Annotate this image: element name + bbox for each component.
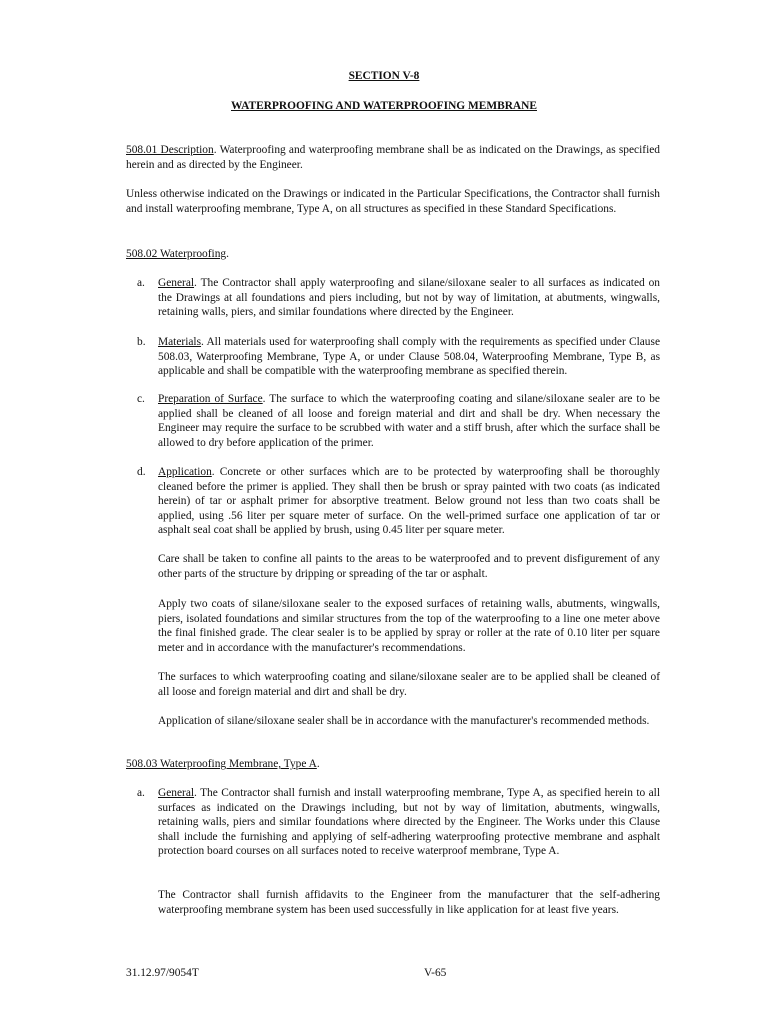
list-marker-a-membrane: a. <box>137 787 145 799</box>
affidavits-paragraph: The Contractor shall furnish affidavits to the Engineer from the manufacturer that the self-adhering waterproofing membrane system has been used successfully in like application for at least five years. <box>158 889 660 916</box>
page-number: V-65 <box>424 967 447 979</box>
list-marker-d: d. <box>137 466 146 478</box>
clause-heading-50802: 508.02 Waterproofing. <box>126 248 229 260</box>
waterproofing-general-item: General. The Contractor shall apply waterproofing and silane/siloxane sealer to all surfaces as indicated on the Drawings at all foundations and piers including, but not by way of limitation, at abutments, wingwalls, retaining walls, piers, and similar foundations where directed by the Engineer. <box>158 277 660 319</box>
document-code: 31.12.97/9054T <box>126 967 199 979</box>
application-item: Application. Concrete or other surfaces which are to be protected by waterproofing shall be thoroughly cleaned before the primer is applied. They shall then be brush or spray painted with two coats (as indicated herein) of tar or asphalt primer for absorptive treatment. Below ground not less than two coats shall be applied, using .56 liter per square meter of surface. On the well-primed surface one application of tar or asphalt seal coat shall be applied by brush, using 0.45 liter per square meter. <box>158 466 660 537</box>
application-paragraph-sealer: Apply two coats of silane/siloxane sealer to the exposed surfaces of retaining walls, abutments, wingwalls, piers, isolated foundations and similar structures from the top of the waterproofing to a line one meter above the final finished grade. The clear sealer is to be applied by spray or roller at the rate of 0.10 liter per square meter and in accordance with the manufacturer's recommendations. <box>158 598 660 654</box>
contractor-membrane-paragraph: Unless otherwise indicated on the Drawings or indicated in the Particular Specifications, the Contractor shall furnish and install waterproofing membrane, Type A, on all structures as specified in these Standard Specifications. <box>126 188 660 215</box>
section-number: SECTION V-8 <box>348 70 420 82</box>
list-marker-c: c. <box>137 393 145 405</box>
list-marker-b: b. <box>137 336 146 348</box>
application-paragraph-care: Care shall be taken to confine all paints to the areas to be waterproofed and to prevent disfigurement of any other parts of the structure by dripping or spreading of the tar or asphalt. <box>158 553 660 580</box>
description-paragraph: 508.01 Description. Waterproofing and waterproofing membrane shall be as indicated on the Drawings, as specified herein and as directed by the Engineer. <box>126 144 660 171</box>
clause-heading-50803: 508.03 Waterproofing Membrane, Type A. <box>126 758 320 770</box>
clause-heading-50801: 508.01 Description <box>126 144 214 156</box>
section-title: WATERPROOFING AND WATERPROOFING MEMBRANE <box>231 100 537 112</box>
waterproofing-materials-item: Materials. All materials used for waterproofing shall comply with the requirements as specified under Clause 508.03, Waterproofing Membrane, Type A, or under Clause 508.04, Waterproofing Membrane, Type B, as applicable and shall be compatible with the waterproofing membrane as specified therein. <box>158 336 660 378</box>
application-paragraph-surfaces: The surfaces to which waterproofing coating and silane/siloxane sealer are to be applied shall be cleaned of all loose and foreign material and dirt and shall be dry. <box>158 671 660 698</box>
surface-preparation-item: Preparation of Surface. The surface to which the waterproofing coating and silane/siloxane sealer are to be applied shall be cleaned of all loose and foreign material and dirt and shall be dry. When necessary the Engineer may require the surface to be scrubbed with water and a stiff brush, after which the surface shall be allowed to dry before application of the primer. <box>158 393 660 449</box>
application-paragraph-methods: Application of silane/siloxane sealer shall be in accordance with the manufacturer's recommended methods. <box>158 715 650 727</box>
membrane-general-item: General. The Contractor shall furnish and install waterproofing membrane, Type A, as specified herein to all surfaces as indicated on the Drawings including, but not by way of limitation, abutments, wingwalls, retaining walls, piers and similar foundations where directed by the Engineer. The Works under this Clause shall include the furnishing and applying of self-adhering waterproofing protective membrane and asphalt protection board courses on all surfaces noted to receive waterproof membrane, Type A. <box>158 787 660 858</box>
list-marker-a: a. <box>137 277 145 289</box>
